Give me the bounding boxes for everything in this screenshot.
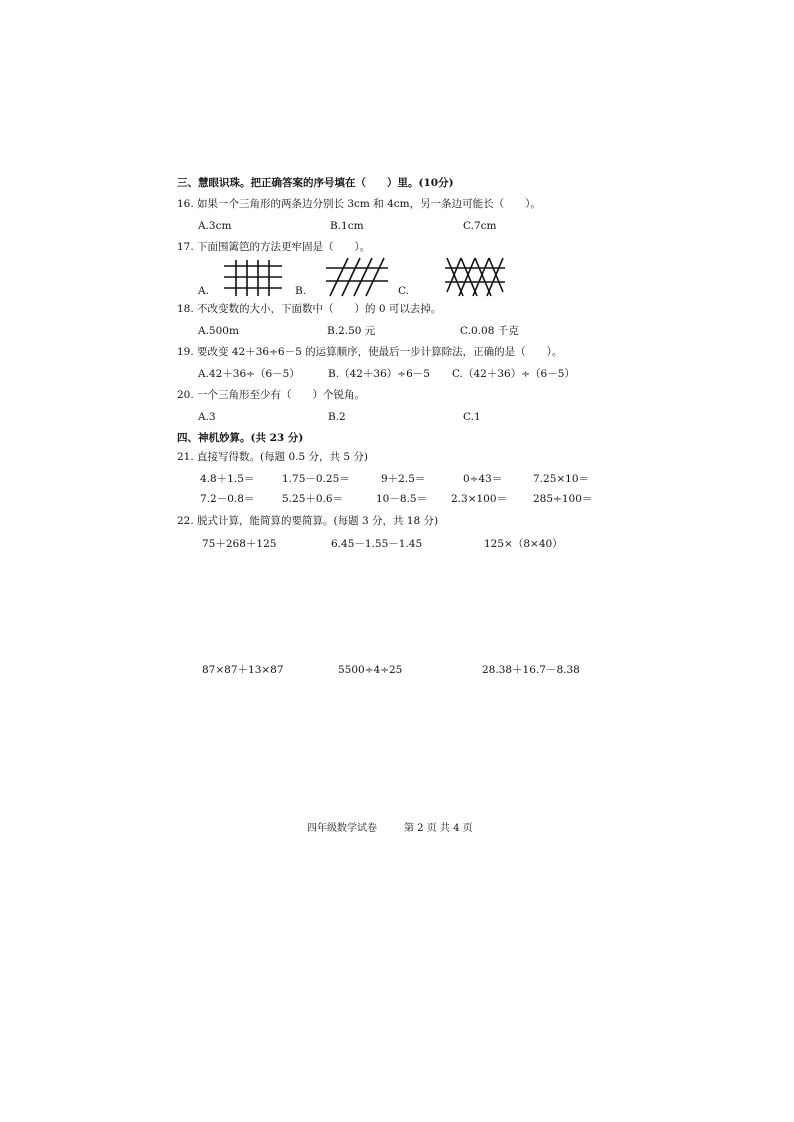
q17-option-b: B.	[295, 285, 307, 297]
q17-option-c: C.	[398, 285, 409, 297]
q22-expression: 5500÷4÷25	[338, 664, 403, 676]
q20-option-c: C.1	[463, 411, 481, 423]
parallelogram-fence-figure	[324, 256, 390, 298]
q18-option-b: B.2.50 元	[327, 325, 376, 337]
q20-option-b: B.2	[328, 411, 346, 423]
q21-item: 285÷100＝	[533, 493, 593, 505]
q21-item: 1.75－0.25＝	[282, 473, 350, 485]
question-18-stem: 18. 不改变数的大小，下面数中（ ）的 0 可以去掉。	[177, 303, 442, 315]
q21-item: 7.25×10＝	[533, 473, 590, 485]
question-21-stem: 21. 直接写得数。(每题 0.5 分，共 5 分)	[177, 451, 368, 463]
q18-option-a: A.500m	[198, 325, 239, 337]
square-grid-fence-figure	[222, 258, 284, 298]
q21-item: 7.2－0.8＝	[200, 493, 255, 505]
q19-option-c: C.（42＋36）÷（6－5）	[452, 368, 575, 380]
q21-item: 2.3×100＝	[451, 493, 508, 505]
question-16-stem: 16. 如果一个三角形的两条边分别长 3cm 和 4cm，另一条边可能长（ ）。	[177, 198, 541, 210]
footer-page-number: 第 2 页 共 4 页	[404, 823, 473, 834]
q21-item: 4.8＋1.5＝	[200, 473, 255, 485]
q22-expression: 28.38＋16.7－8.38	[482, 664, 580, 676]
q21-item: 5.25＋0.6＝	[282, 493, 344, 505]
question-20-stem: 20. 一个三角形至少有（ ）个锐角。	[177, 389, 366, 401]
q22-expression: 6.45－1.55－1.45	[331, 538, 423, 550]
question-19-stem: 19. 要改变 42＋36÷6－5 的运算顺序，使最后一步计算除法，正确的是（ ）。	[177, 346, 563, 358]
q21-item: 10－8.5＝	[376, 493, 428, 505]
q16-option-c: C.7cm	[463, 220, 497, 232]
q16-option-b: B.1cm	[330, 220, 364, 232]
q19-option-a: A.42＋36÷（6－5）	[198, 368, 300, 380]
q17-option-a: A.	[198, 285, 209, 297]
q21-item: 0÷43＝	[463, 473, 503, 485]
q18-option-c: C.0.08 千克	[460, 325, 519, 337]
triangle-lattice-fence-figure	[443, 256, 507, 298]
section-4-heading: 四、神机妙算。(共 23 分)	[177, 432, 304, 444]
question-22-stem: 22. 脱式计算，能简算的要简算。(每题 3 分，共 18 分)	[177, 515, 439, 527]
q22-expression: 75＋268＋125	[202, 538, 277, 550]
q22-expression: 125×（8×40）	[484, 538, 563, 550]
q20-option-a: A.3	[198, 411, 216, 423]
q19-option-b: B.（42＋36）÷6－5	[328, 368, 430, 380]
section-3-heading: 三、慧眼识珠。把正确答案的序号填在（ ）里。(10分)	[177, 177, 454, 189]
q21-item: 9＋2.5＝	[381, 473, 426, 485]
q22-expression: 87×87＋13×87	[202, 664, 284, 676]
question-17-stem: 17. 下面围篱笆的方法更牢固是（ ）。	[177, 241, 371, 253]
footer-title: 四年级数学试卷	[307, 823, 377, 834]
q16-option-a: A.3cm	[198, 220, 232, 232]
